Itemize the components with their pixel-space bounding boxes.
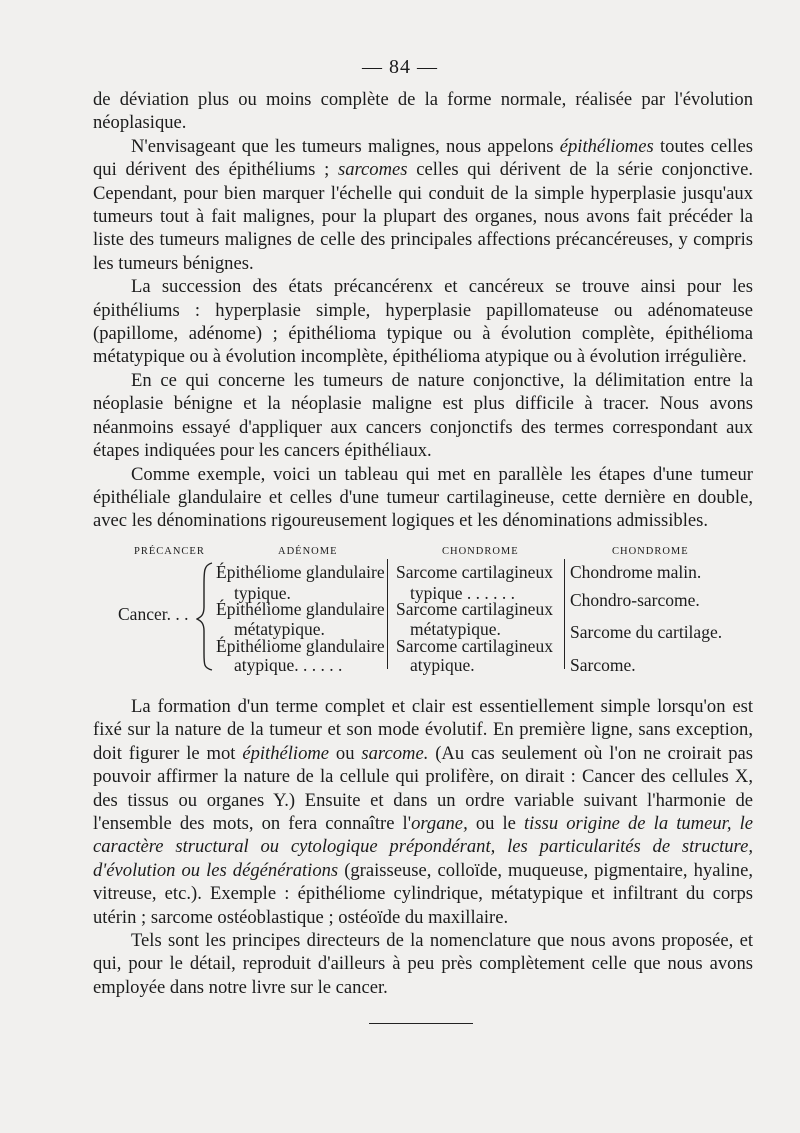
term-sarcomes: sarcomes (337, 159, 408, 181)
cell-sarcome-2b: métatypique. (410, 619, 501, 639)
cell-adenome-3: Épithéliome glandulaire (216, 636, 385, 656)
paragraph-definitions (93, 135, 753, 275)
closing-rule (369, 1023, 473, 1024)
text-block-top (93, 88, 753, 533)
paragraph-formation (93, 695, 753, 929)
paragraph-continuation: de déviation plus ou moins complète de la forme normale, réalisée par l'évolution néoplasique. (93, 89, 753, 134)
paragraph-conjonctive: En ce qui concerne les tumeurs de nature conjonctive, la délimitation entre la néoplasie bénigne et la néoplasie maligne est plus difficile à tracer. Nous avons néanmoins essayé d'appliquer aux cancers conjonctifs des termes correspondant aux étapes indiquées pour les cancers épithéliaux. (93, 369, 753, 462)
page-number: — 84 — (362, 56, 438, 78)
text-run: N'envisageant que les tumeurs malignes, nous appelons (131, 135, 560, 157)
text-run: (graisseuse, colloïde, muqueuse, pigmentaire, hyaline, vitreuse, etc.). Exemple : épithéliome cylindrique, métatypique et infiltrant du corps utérin ; sarcome ostéoblastique ; ostéoïde du maxillaire. (93, 859, 753, 928)
header-precancer: PRÉCANCER (134, 546, 205, 557)
brace-icon (196, 561, 214, 671)
text-run: ou (329, 742, 362, 764)
text-run: La formation d'un terme complet et clair est essentiellement simple lorsqu'on est fixé sur la nature de la tumeur et son mode évolutif. En première ligne, sans exception, doit figurer le mot (93, 696, 753, 764)
paragraph-principes: Tels sont les principes directeurs de la nomenclature que nous avons proposée, et qui, pour le détail, reproduit d'ailleurs à peu près complètement celle que nous avons employée dans notre livre sur le cancer. (93, 930, 753, 998)
cell-chondrome-3: Sarcome du cartilage. (570, 622, 723, 642)
text-block-bottom (93, 695, 753, 999)
cell-chondrome-4: Sarcome. (570, 655, 636, 675)
cell-chondrome-2: Chondro-sarcome. (570, 590, 700, 610)
cell-adenome-1b: typique. (234, 583, 291, 603)
cell-adenome-2: Épithéliome glandulaire (216, 599, 385, 619)
row-label-cancer: Cancer. . . (118, 604, 189, 624)
term-sarcome: sarcome. (361, 742, 429, 764)
cell-sarcome-1b: typique . . . . . . (410, 583, 515, 603)
cell-adenome-2b: métatypique. (234, 619, 325, 639)
text-run: celles qui dérivent de la série conjonctive. Cependant, pour bien marquer l'échelle qui conduit de la simple hyperplasie jusqu'aux tumeurs tout à fait malignes, pour la plupart des organes, nous avons fait précéder la liste des tumeurs malignes de celle des principales affections précancéreuses, y compris les tumeurs bénignes. (93, 159, 753, 274)
paragraph-example-intro: Comme exemple, voici un tableau qui met en parallèle les étapes d'une tumeur épithéliale glandulaire et celles d'une tumeur cartilagineuse, cette dernière en double, avec les dénominations rigoureusement logiques et les dénominations admissibles. (93, 463, 753, 532)
term-epitheliome: épithéliome (242, 742, 330, 764)
header-adenome: ADÉNOME (278, 546, 338, 557)
cell-adenome-1: Épithéliome glandulaire (216, 562, 385, 582)
column-divider-2 (564, 559, 565, 669)
cell-chondrome-1: Chondrome malin. (570, 562, 702, 582)
term-tissu-origine: tissu origine de la tumeur, le caractère structural ou cytologique prépondérant, les particularités de structure, d'évolution ou les dégénérations (93, 813, 753, 881)
text-run: ou le (467, 813, 525, 835)
text-run: (Au cas seulement où l'on ne croirait pas pouvoir affirmer la nature de la cellule qui prolifère, on dirait : Cancer des cellules X, des tissus ou organes Y.) Ensuite et dans un ordre variable suivant l'harmonie de l'ensemble des mots, on fera connaître l' (93, 742, 754, 835)
nomenclature-table (100, 541, 760, 675)
term-organe: organe, (411, 813, 468, 835)
paragraph-succession: La succession des états précancérenx et cancéreux se trouve ainsi pour les épithéliums : hyperplasie simple, hyperplasie papillomateuse ou adénomateuse (papillome, adénome) ; épithélioma typique ou à évolution complète, épithélioma métatypique ou à évolution incomplète, épithélioma atypique ou à évolution irrégulière. (93, 276, 753, 368)
cell-sarcome-3: Sarcome cartilagineux (396, 636, 553, 656)
cell-sarcome-3b: atypique. (410, 655, 475, 675)
cell-adenome-3b: atypique. . . . . . (234, 655, 343, 675)
cell-sarcome-2: Sarcome cartilagineux (396, 599, 553, 619)
column-divider-1 (387, 559, 388, 669)
header-chondrome-2: CHONDROME (612, 546, 689, 557)
text-run: toutes celles qui dérivent des épithéliums ; (93, 135, 753, 181)
cell-sarcome-1: Sarcome cartilagineux (396, 562, 553, 582)
header-chondrome-1: CHONDROME (442, 546, 519, 557)
term-epitheliomes: épithéliomes (559, 135, 654, 157)
